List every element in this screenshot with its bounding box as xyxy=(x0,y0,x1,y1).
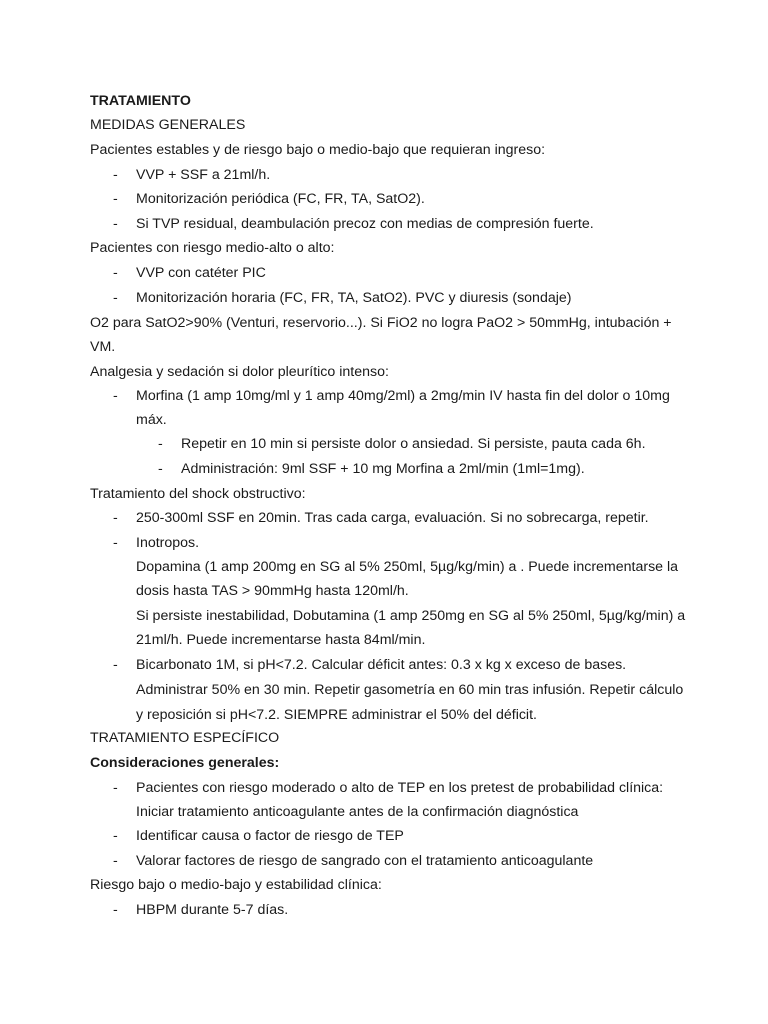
bullet-dash: - xyxy=(113,657,118,673)
list-item-estables-1: VVP + SSF a 21ml/h. xyxy=(136,167,271,183)
list-item-alto-2: Monitorización horaria (FC, FR, TA, SatO2). PVC y diuresis (sondaje) xyxy=(136,290,572,306)
list-item-consideraciones-3: Valorar factores de riesgo de sangrado con el tratamiento anticoagulante xyxy=(136,853,594,869)
bullet-dash: - xyxy=(113,780,118,796)
list-item-morfina-line2: máx. xyxy=(136,412,167,428)
list-item-estables-2: Monitorización periódica (FC, FR, TA, SatO2). xyxy=(136,191,425,207)
list-item-alto-1: VVP con catéter PIC xyxy=(136,265,266,281)
bullet-dash: - xyxy=(113,902,118,918)
section-title-tratamiento: TRATAMIENTO xyxy=(90,93,191,109)
heading-consideraciones-generales: Consideraciones generales: xyxy=(90,755,280,771)
bullet-dash: - xyxy=(113,510,118,526)
subsection-medidas-generales: MEDIDAS GENERALES xyxy=(90,117,246,133)
paragraph-alto-intro: Pacientes con riesgo medio-alto o alto: xyxy=(90,240,335,256)
list-item-bicarbonato-line1: Bicarbonato 1M, si pH<7.2. Calcular déficit antes: 0.3 x kg x exceso de bases. xyxy=(136,657,627,673)
bullet-dash: - xyxy=(113,216,118,232)
bullet-dash: - xyxy=(113,388,118,404)
bullet-dash: - xyxy=(113,290,118,306)
sub-list-item-morfina-2: Administración: 9ml SSF + 10 mg Morfina a 2ml/min (1ml=1mg). xyxy=(181,461,585,477)
bullet-dash: - xyxy=(113,265,118,281)
list-item-consideraciones-1-line2: Iniciar tratamiento anticoagulante antes de la confirmación diagnóstica xyxy=(136,804,579,820)
list-item-consideraciones-2: Identificar causa o factor de riesgo de TEP xyxy=(136,828,404,844)
paragraph-o2-line2: VM. xyxy=(90,339,116,355)
sub-bullet-dash: - xyxy=(158,436,163,452)
paragraph-estables-intro: Pacientes estables y de riesgo bajo o medio-bajo que requieran ingreso: xyxy=(90,142,546,158)
dobutamina-line2: 21ml/h. Puede incrementarse hasta 84ml/min. xyxy=(136,632,426,648)
list-item-morfina-line1: Morfina (1 amp 10mg/ml y 1 amp 40mg/2ml) a 2mg/min IV hasta fin del dolor o 10mg xyxy=(136,388,670,404)
dopamina-line2: dosis hasta TAS > 90mmHg hasta 120ml/h. xyxy=(136,583,409,599)
bullet-dash: - xyxy=(113,167,118,183)
bullet-dash: - xyxy=(113,191,118,207)
bullet-dash: - xyxy=(113,828,118,844)
sub-list-item-morfina-1: Repetir en 10 min si persiste dolor o ansiedad. Si persiste, pauta cada 6h. xyxy=(181,436,646,452)
paragraph-o2-line1: O2 para SatO2>90% (Venturi, reservorio...). Si FiO2 no logra PaO2 > 50mmHg, intubación + xyxy=(90,315,672,331)
list-item-consideraciones-1-line1: Pacientes con riesgo moderado o alto de TEP en los pretest de probabilidad clínica: xyxy=(136,780,664,796)
subsection-tratamiento-especifico: TRATAMIENTO ESPECÍFICO xyxy=(90,730,280,746)
list-item-shock-1: 250-300ml SSF en 20min. Tras cada carga, evaluación. Si no sobrecarga, repetir. xyxy=(136,510,649,526)
paragraph-analgesia-intro: Analgesia y sedación si dolor pleurítico intenso: xyxy=(90,364,389,380)
dopamina-line1: Dopamina (1 amp 200mg en SG al 5% 250ml, 5µg/kg/min) a . Puede incrementarse la xyxy=(136,559,679,575)
dobutamina-line1: Si persiste inestabilidad, Dobutamina (1 amp 250mg en SG al 5% 250ml, 5µg/kg/min) a xyxy=(136,608,686,624)
sub-bullet-dash: - xyxy=(158,461,163,477)
list-item-estables-3: Si TVP residual, deambulación precoz con medias de compresión fuerte. xyxy=(136,216,594,232)
bullet-dash: - xyxy=(113,853,118,869)
paragraph-shock-intro: Tratamiento del shock obstructivo: xyxy=(90,486,306,502)
paragraph-riesgo-bajo-intro: Riesgo bajo o medio-bajo y estabilidad clínica: xyxy=(90,877,382,893)
bullet-dash: - xyxy=(113,535,118,551)
list-item-riesgo-bajo-1: HBPM durante 5-7 días. xyxy=(136,902,289,918)
list-item-bicarbonato-line2: Administrar 50% en 30 min. Repetir gasometría en 60 min tras infusión. Repetir cálculo xyxy=(136,682,684,698)
list-item-bicarbonato-line3: y reposición si pH<7.2. SIEMPRE administrar el 50% del déficit. xyxy=(136,707,537,723)
list-item-shock-2: Inotropos. xyxy=(136,535,200,551)
